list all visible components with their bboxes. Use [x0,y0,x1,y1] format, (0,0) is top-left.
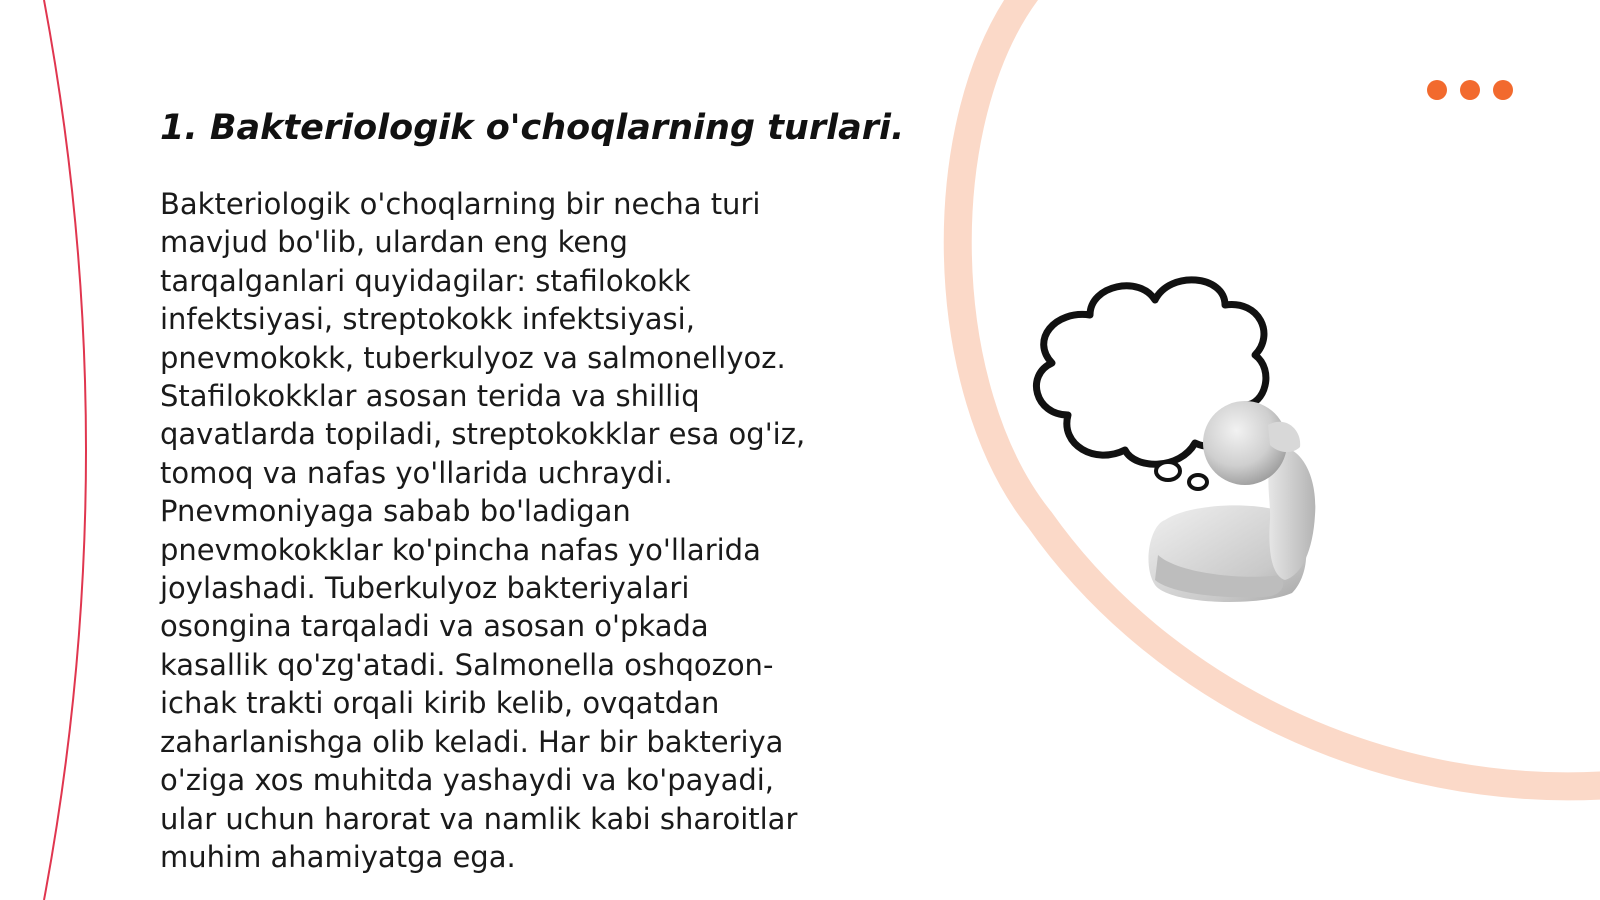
body-text-line: osongina tarqaladi va asosan o'pkada [160,609,709,644]
dots-menu [1427,80,1513,100]
slide-body [160,185,840,876]
body-text-line: pnevmokokklar ko'pincha nafas yo'llarida [160,532,761,567]
body-text-line: Stafilokokklar asosan terida va shilliq [160,379,700,414]
body-text-line: kasallik qo'zg'atadi. Salmonella oshqozon- [160,647,774,682]
body-text-line: Bakteriologik o'choqlarning bir necha turi [160,187,761,221]
body-text-line: tarqalganlari quyidagilar: stafilokokk [160,263,691,298]
body-text-line: muhim ahamiyatga ega. [160,839,516,874]
body-text-line: o'ziga xos muhitda yashaydi va ko'payadi, [160,763,775,798]
body-text-line: pnevmokokk, tuberkulyoz va salmonellyoz. [160,340,786,375]
slide-title: 1. Bakteriologik o'choqlarning turlari. [160,108,905,148]
body-text-line: qavatlarda topiladi, streptokokklar esa og'iz, [160,417,806,452]
thinking-person-with-thought-bubble-icon [1030,275,1350,615]
body-text-line: joylashadi. Tuberkulyoz bakteriyalari [160,571,690,606]
body-text-line: ichak trakti orqali kirib kelib, ovqatdan [160,686,720,721]
body-text-line: ular uchun harorat va namlik kabi sharoitlar [160,801,798,836]
thought-bubble-tiny [1189,475,1207,489]
body-text-line: infektsiyasi, streptokokk infektsiyasi, [160,302,695,337]
body-text-line: tomoq va nafas yo'llarida uchraydi. [160,455,673,490]
body-text-line: mavjud bo'lib, ulardan eng keng [160,225,628,260]
dot-icon [1493,80,1513,100]
left-accent-line [44,0,86,900]
dot-icon [1460,80,1480,100]
dot-icon [1427,80,1447,100]
body-text-line: Pnevmoniyaga sabab bo'ladigan [160,494,631,529]
body-text-line: zaharlanishga olib keladi. Har bir bakteriya [160,724,784,759]
thought-bubble-small [1156,462,1180,480]
